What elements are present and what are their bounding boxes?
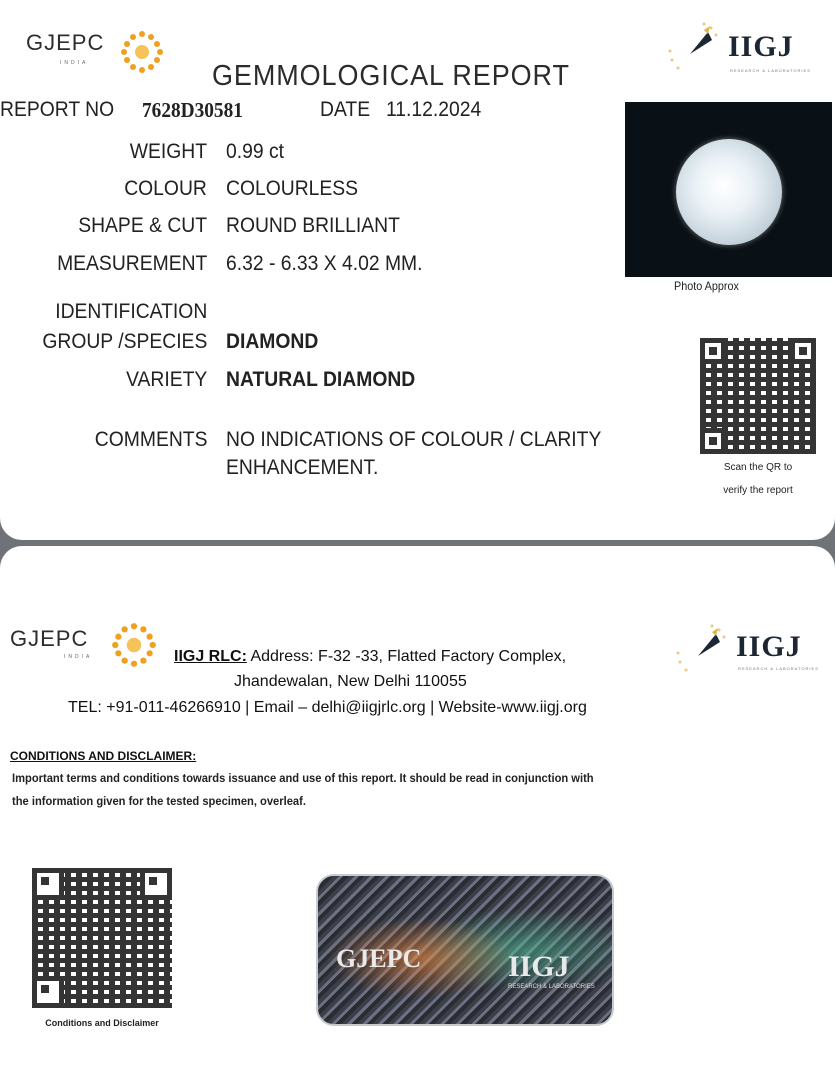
iigj-logo-subtext: RESEARCH & LABORATORIES (730, 68, 811, 73)
weight-label: WEIGHT (129, 140, 207, 163)
gjepc-sun-icon-back (109, 620, 159, 670)
gjepc-logo (26, 30, 104, 56)
group-species-label: GROUP /SPECIES (42, 330, 207, 353)
photo-caption: Photo Approx (674, 279, 739, 293)
colour-label: COLOUR (124, 177, 207, 200)
conditions-heading: CONDITIONS AND DISCLAIMER: (10, 749, 197, 763)
address-prefix: IIGJ RLC: (174, 648, 247, 665)
shape-cut-label: SHAPE & CUT (78, 214, 207, 237)
colour-value: COLOURLESS (226, 177, 359, 200)
conditions-qr-code[interactable] (32, 868, 172, 1008)
hologram-gjepc-text: GJEPC (336, 944, 422, 973)
conditions-qr-caption: Conditions and Disclaimer (45, 1018, 159, 1028)
comments-line-2: ENHANCEMENT. (226, 456, 379, 479)
variety-value: NATURAL DIAMOND (226, 368, 416, 391)
report-no-value: 7628D30581 (142, 98, 243, 122)
report-title: GEMMOLOGICAL REPORT (212, 60, 570, 92)
date-label: DATE (320, 98, 371, 121)
contact-line: TEL: +91-011-46266910 | Email – delhi@iigjrlc.org | Website-www.iigj.org (68, 699, 587, 716)
verify-qr-code[interactable] (700, 338, 816, 454)
shape-cut-value: ROUND BRILLIANT (226, 214, 400, 237)
address-line-2: Jhandewalan, New Delhi 110055 (234, 673, 467, 690)
weight-value: 0.99 ct (226, 140, 285, 163)
report-no-label: REPORT NO (0, 98, 115, 121)
hologram-iigj-text: IIGJ (508, 950, 570, 983)
iigj-emblem-icon (664, 18, 722, 76)
address-line-1 (174, 648, 566, 666)
qr-caption-line-2: verify the report (723, 485, 793, 496)
conditions-line-1: Important terms and conditions towards issuance and use of this report. It should be read in conjunction with (12, 771, 594, 785)
group-species-value: DIAMOND (226, 330, 319, 353)
comments-line-1: NO INDICATIONS OF COLOUR / CLARITY (226, 428, 602, 451)
gjepc-logo-back (10, 626, 88, 652)
address-text: Address: F-32 -33, Flatted Factory Complex, (246, 648, 567, 665)
iigj-logo-back-subtext: RESEARCH & LABORATORIES (738, 666, 819, 671)
report-back-card (0, 546, 835, 1080)
measurement-label: MEASUREMENT (56, 252, 207, 275)
hologram-iigj-subtext: RESEARCH & LABORATORIES (508, 984, 595, 990)
iigj-emblem-icon-back (672, 620, 730, 678)
gjepc-logo-text: GJEPC (26, 30, 105, 55)
identification-label: IDENTIFICATION (54, 300, 207, 323)
gjepc-logo-subtext: INDIA (60, 60, 89, 66)
gjepc-sun-icon (118, 28, 166, 76)
gjepc-logo-back-subtext: INDIA (64, 654, 93, 660)
security-hologram (316, 874, 614, 1026)
gjepc-logo-back-text: GJEPC (10, 626, 89, 651)
date-value: 11.12.2024 (386, 98, 482, 121)
conditions-line-2: the information given for the tested specimen, overleaf. (12, 794, 306, 808)
iigj-logo-text: IIGJ (728, 30, 794, 63)
diamond-photo (625, 102, 832, 277)
measurement-value: 6.32 - 6.33 X 4.02 MM. (226, 252, 423, 275)
comments-label: COMMENTS (94, 428, 207, 451)
variety-label: VARIETY (125, 368, 207, 391)
diamond-image (676, 139, 782, 245)
iigj-logo-back-text: IIGJ (736, 630, 802, 663)
qr-caption-line-1: Scan the QR to (723, 462, 793, 473)
